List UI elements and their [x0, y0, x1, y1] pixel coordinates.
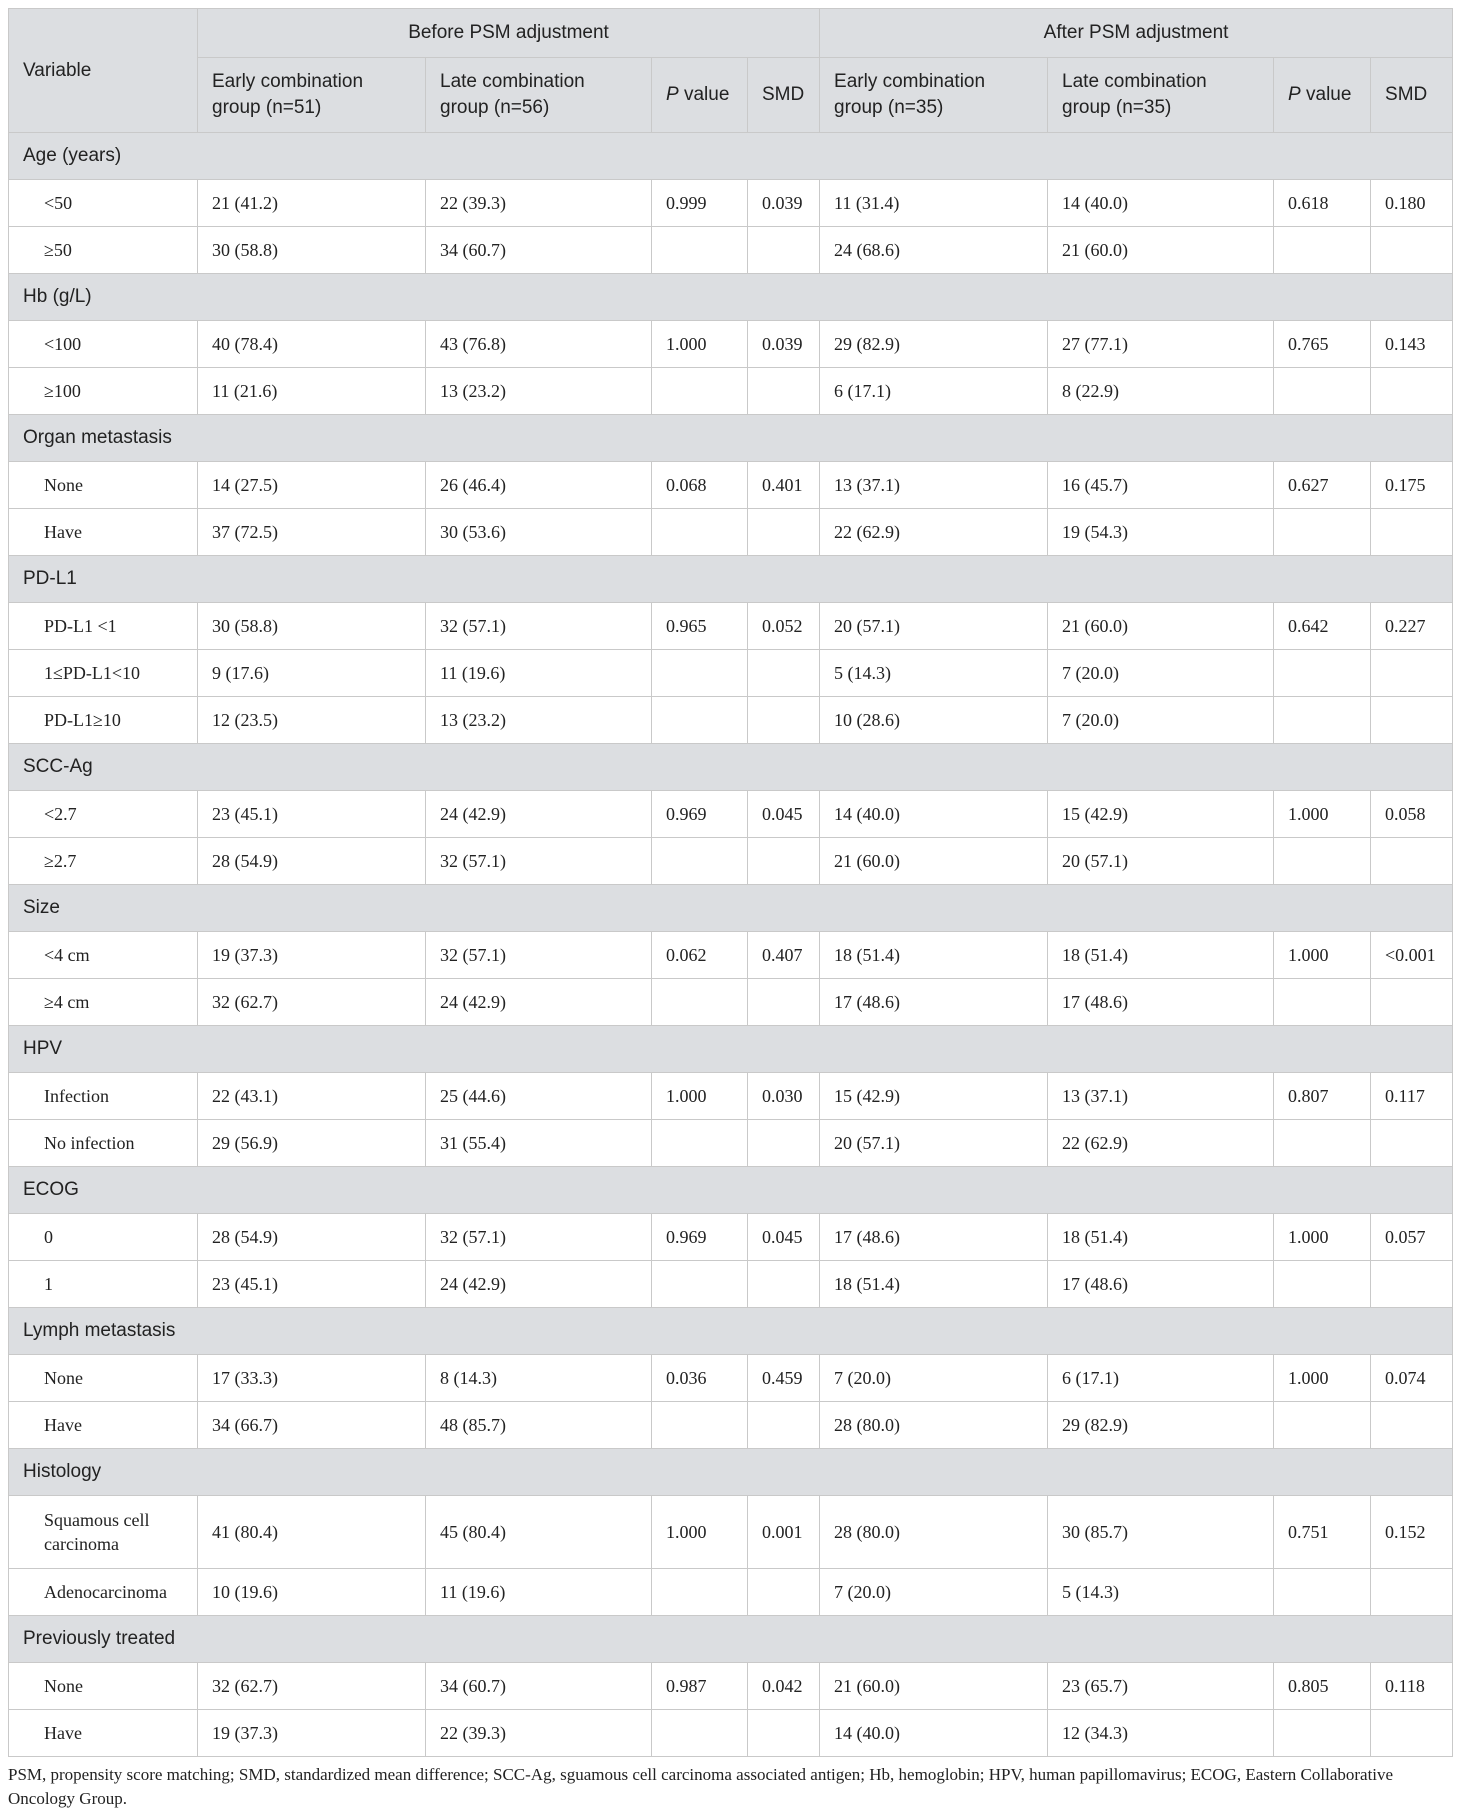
table-cell: 34 (60.7) [426, 227, 652, 274]
table-row [9, 697, 1453, 744]
table-cell [1371, 1120, 1453, 1167]
table-row [9, 1569, 1453, 1616]
smd-before-header: SMD [748, 58, 820, 133]
table-cell: 0.227 [1371, 603, 1453, 650]
table-cell [652, 1261, 748, 1308]
table-cell: 20 (57.1) [1048, 838, 1274, 885]
table-cell: 19 (37.3) [198, 1710, 426, 1757]
table-cell: 0.999 [652, 180, 748, 227]
table-cell: 14 (40.0) [820, 791, 1048, 838]
table-cell [1371, 368, 1453, 415]
table-cell: 18 (51.4) [1048, 932, 1274, 979]
smd-after-header: SMD [1371, 58, 1453, 133]
table-cell [1274, 1120, 1371, 1167]
table-cell: 0.058 [1371, 791, 1453, 838]
row-label: <4 cm [9, 932, 198, 979]
psm-comparison-table [8, 8, 1453, 1757]
section-title: Histology [9, 1449, 1453, 1496]
table-cell: 30 (53.6) [426, 509, 652, 556]
table-cell [748, 838, 820, 885]
table-cell: 12 (23.5) [198, 697, 426, 744]
table-cell: 7 (20.0) [820, 1355, 1048, 1402]
table-cell [652, 650, 748, 697]
table-cell: 45 (80.4) [426, 1496, 652, 1569]
table-row [9, 1261, 1453, 1308]
table-cell: <0.001 [1371, 932, 1453, 979]
table-cell [748, 368, 820, 415]
section-header-row [9, 1616, 1453, 1663]
p-italic: P [1288, 84, 1301, 105]
table-row [9, 791, 1453, 838]
table-cell [748, 697, 820, 744]
row-label: Have [9, 509, 198, 556]
table-row [9, 979, 1453, 1026]
table-cell: 0.001 [748, 1496, 820, 1569]
table-cell: 0.042 [748, 1663, 820, 1710]
table-cell: 12 (34.3) [1048, 1710, 1274, 1757]
table-cell [1371, 509, 1453, 556]
early-after-header: Early combination group (n=35) [820, 58, 1048, 133]
table-cell: 32 (57.1) [426, 932, 652, 979]
table-cell: 21 (60.0) [1048, 603, 1274, 650]
section-title: Lymph metastasis [9, 1308, 1453, 1355]
table-cell [1371, 979, 1453, 1026]
table-cell [1274, 650, 1371, 697]
table-cell: 0.039 [748, 321, 820, 368]
row-label: 1≤PD-L1<10 [9, 650, 198, 697]
table-row [9, 1355, 1453, 1402]
table-cell: 6 (17.1) [1048, 1355, 1274, 1402]
table-cell [1274, 697, 1371, 744]
table-cell: 13 (23.2) [426, 697, 652, 744]
table-cell: 32 (57.1) [426, 838, 652, 885]
table-row [9, 368, 1453, 415]
section-header-row [9, 556, 1453, 603]
before-psm-header: Before PSM adjustment [198, 9, 820, 58]
table-cell: 10 (19.6) [198, 1569, 426, 1616]
table-cell: 0.642 [1274, 603, 1371, 650]
late-before-header: Late combination group (n=56) [426, 58, 652, 133]
table-cell: 13 (37.1) [1048, 1073, 1274, 1120]
table-cell: 41 (80.4) [198, 1496, 426, 1569]
table-cell: 23 (45.1) [198, 791, 426, 838]
table-cell: 18 (51.4) [820, 1261, 1048, 1308]
p-rest: value [1300, 84, 1352, 105]
table-row [9, 1496, 1453, 1569]
table-cell [1371, 1261, 1453, 1308]
section-title: Previously treated [9, 1616, 1453, 1663]
table-cell: 7 (20.0) [1048, 697, 1274, 744]
row-label: None [9, 1355, 198, 1402]
variable-header: Variable [9, 9, 198, 133]
table-cell [748, 509, 820, 556]
table-cell: 32 (57.1) [426, 603, 652, 650]
table-cell: 24 (42.9) [426, 791, 652, 838]
table-cell [652, 1710, 748, 1757]
table-row [9, 462, 1453, 509]
table-cell: 13 (23.2) [426, 368, 652, 415]
table-cell: 5 (14.3) [1048, 1569, 1274, 1616]
row-label: 0 [9, 1214, 198, 1261]
table-cell [1274, 1569, 1371, 1616]
table-cell [652, 979, 748, 1026]
table-cell: 11 (19.6) [426, 1569, 652, 1616]
row-label: 1 [9, 1261, 198, 1308]
early-before-header: Early combination group (n=51) [198, 58, 426, 133]
table-cell [1371, 650, 1453, 697]
p-value-before-header [652, 58, 748, 133]
table-cell: 31 (55.4) [426, 1120, 652, 1167]
table-row [9, 1214, 1453, 1261]
table-cell: 5 (14.3) [820, 650, 1048, 697]
table-cell: 0.074 [1371, 1355, 1453, 1402]
section-title: ECOG [9, 1167, 1453, 1214]
row-label: Squamous cell carcinoma [9, 1496, 198, 1569]
section-title: PD-L1 [9, 556, 1453, 603]
table-cell [1274, 838, 1371, 885]
table-row [9, 603, 1453, 650]
table-cell [748, 1710, 820, 1757]
table-cell [1274, 368, 1371, 415]
table-cell: 23 (45.1) [198, 1261, 426, 1308]
table-cell: 14 (40.0) [1048, 180, 1274, 227]
table-cell: 7 (20.0) [1048, 650, 1274, 697]
table-cell: 34 (60.7) [426, 1663, 652, 1710]
table-cell: 0.062 [652, 932, 748, 979]
table-cell: 0.969 [652, 1214, 748, 1261]
section-title: Size [9, 885, 1453, 932]
table-cell [1371, 1402, 1453, 1449]
table-cell: 32 (62.7) [198, 979, 426, 1026]
table-cell: 40 (78.4) [198, 321, 426, 368]
table-cell: 17 (33.3) [198, 1355, 426, 1402]
table-cell [748, 650, 820, 697]
table-cell: 0.045 [748, 1214, 820, 1261]
table-cell: 0.807 [1274, 1073, 1371, 1120]
table-cell: 0.152 [1371, 1496, 1453, 1569]
table-cell: 18 (51.4) [820, 932, 1048, 979]
table-row [9, 1120, 1453, 1167]
row-label: PD-L1 <1 [9, 603, 198, 650]
section-title: SCC-Ag [9, 744, 1453, 791]
table-cell [652, 1569, 748, 1616]
table-cell: 20 (57.1) [820, 1120, 1048, 1167]
table-cell: 8 (14.3) [426, 1355, 652, 1402]
row-label: Have [9, 1402, 198, 1449]
table-cell: 11 (19.6) [426, 650, 652, 697]
table-cell: 23 (65.7) [1048, 1663, 1274, 1710]
p-value-after-header [1274, 58, 1371, 133]
table-cell: 19 (54.3) [1048, 509, 1274, 556]
table-cell: 32 (57.1) [426, 1214, 652, 1261]
table-cell: 21 (41.2) [198, 180, 426, 227]
table-row [9, 838, 1453, 885]
table-row [9, 227, 1453, 274]
table-cell: 14 (27.5) [198, 462, 426, 509]
table-cell [1274, 979, 1371, 1026]
table-cell: 21 (60.0) [820, 1663, 1048, 1710]
section-header-row [9, 415, 1453, 462]
table-cell: 0.459 [748, 1355, 820, 1402]
table-cell: 0.407 [748, 932, 820, 979]
row-label: None [9, 1663, 198, 1710]
table-cell [652, 1402, 748, 1449]
table-cell [652, 838, 748, 885]
table-cell: 26 (46.4) [426, 462, 652, 509]
table-cell [1274, 509, 1371, 556]
table-cell: 30 (85.7) [1048, 1496, 1274, 1569]
p-rest: value [678, 84, 730, 105]
table-cell: 17 (48.6) [820, 979, 1048, 1026]
table-cell: 21 (60.0) [1048, 227, 1274, 274]
table-cell [1274, 1402, 1371, 1449]
table-cell: 9 (17.6) [198, 650, 426, 697]
table-cell [1371, 1569, 1453, 1616]
table-row [9, 1073, 1453, 1120]
table-cell: 28 (54.9) [198, 838, 426, 885]
p-italic: P [666, 84, 679, 105]
table-cell: 48 (85.7) [426, 1402, 652, 1449]
table-cell: 37 (72.5) [198, 509, 426, 556]
table-cell [748, 1569, 820, 1616]
table-cell: 0.969 [652, 791, 748, 838]
after-psm-header: After PSM adjustment [820, 9, 1453, 58]
row-label: ≥2.7 [9, 838, 198, 885]
table-body [9, 133, 1453, 1757]
table-cell: 17 (48.6) [820, 1214, 1048, 1261]
table-cell [1274, 1261, 1371, 1308]
table-cell: 22 (39.3) [426, 180, 652, 227]
row-label: PD-L1≥10 [9, 697, 198, 744]
table-cell: 0.052 [748, 603, 820, 650]
table-row [9, 932, 1453, 979]
table-cell: 25 (44.6) [426, 1073, 652, 1120]
section-title: Organ metastasis [9, 415, 1453, 462]
table-cell [1371, 227, 1453, 274]
table-cell: 32 (62.7) [198, 1663, 426, 1710]
table-cell: 28 (80.0) [820, 1402, 1048, 1449]
table-cell [652, 697, 748, 744]
table-cell: 8 (22.9) [1048, 368, 1274, 415]
table-cell: 22 (62.9) [1048, 1120, 1274, 1167]
table-cell: 19 (37.3) [198, 932, 426, 979]
table-cell [748, 227, 820, 274]
table-row [9, 650, 1453, 697]
table-cell: 0.143 [1371, 321, 1453, 368]
row-label: Have [9, 1710, 198, 1757]
section-header-row [9, 885, 1453, 932]
row-label: <2.7 [9, 791, 198, 838]
table-cell: 11 (31.4) [820, 180, 1048, 227]
section-title: Age (years) [9, 133, 1453, 180]
table-row [9, 321, 1453, 368]
table-cell: 21 (60.0) [820, 838, 1048, 885]
table-cell: 28 (54.9) [198, 1214, 426, 1261]
section-header-row [9, 1167, 1453, 1214]
table-row [9, 509, 1453, 556]
table-cell: 0.030 [748, 1073, 820, 1120]
table-cell: 30 (58.8) [198, 603, 426, 650]
table-cell: 29 (82.9) [1048, 1402, 1274, 1449]
section-header-row [9, 274, 1453, 321]
table-cell: 29 (82.9) [820, 321, 1048, 368]
table-cell: 0.765 [1274, 321, 1371, 368]
row-label: ≥50 [9, 227, 198, 274]
table-cell: 0.627 [1274, 462, 1371, 509]
table-cell: 1.000 [1274, 1214, 1371, 1261]
table-cell: 0.618 [1274, 180, 1371, 227]
row-label: ≥4 cm [9, 979, 198, 1026]
table-cell: 24 (42.9) [426, 979, 652, 1026]
row-label: None [9, 462, 198, 509]
row-label: ≥100 [9, 368, 198, 415]
table-cell: 15 (42.9) [1048, 791, 1274, 838]
table-cell: 1.000 [1274, 932, 1371, 979]
table-cell: 0.039 [748, 180, 820, 227]
table-cell: 1.000 [652, 1496, 748, 1569]
section-header-row [9, 1026, 1453, 1073]
table-cell: 7 (20.0) [820, 1569, 1048, 1616]
row-label: <100 [9, 321, 198, 368]
table-cell: 0.987 [652, 1663, 748, 1710]
table-cell: 0.057 [1371, 1214, 1453, 1261]
table-cell: 0.045 [748, 791, 820, 838]
table-cell: 22 (62.9) [820, 509, 1048, 556]
section-header-row [9, 1449, 1453, 1496]
table-cell: 17 (48.6) [1048, 979, 1274, 1026]
table-cell: 16 (45.7) [1048, 462, 1274, 509]
table-row [9, 1402, 1453, 1449]
table-cell [1274, 1710, 1371, 1757]
row-label: No infection [9, 1120, 198, 1167]
table-row [9, 1663, 1453, 1710]
table-cell: 15 (42.9) [820, 1073, 1048, 1120]
table-cell: 22 (39.3) [426, 1710, 652, 1757]
table-cell: 1.000 [652, 321, 748, 368]
table-cell [652, 227, 748, 274]
table-cell: 11 (21.6) [198, 368, 426, 415]
section-title: Hb (g/L) [9, 274, 1453, 321]
late-after-header: Late combination group (n=35) [1048, 58, 1274, 133]
table-cell: 0.117 [1371, 1073, 1453, 1120]
table-cell: 18 (51.4) [1048, 1214, 1274, 1261]
table-cell [1371, 838, 1453, 885]
table-cell [652, 509, 748, 556]
table-cell: 30 (58.8) [198, 227, 426, 274]
table-cell: 29 (56.9) [198, 1120, 426, 1167]
table-cell: 6 (17.1) [820, 368, 1048, 415]
table-cell: 1.000 [1274, 1355, 1371, 1402]
section-header-row [9, 1308, 1453, 1355]
row-label: Adenocarcinoma [9, 1569, 198, 1616]
table-cell [1274, 227, 1371, 274]
table-row [9, 180, 1453, 227]
section-title: HPV [9, 1026, 1453, 1073]
table-cell: 27 (77.1) [1048, 321, 1274, 368]
section-header-row [9, 744, 1453, 791]
table-footnote: PSM, propensity score matching; SMD, standardized mean difference; SCC-Ag, sguamous cell carcinoma associated antigen; Hb, hemoglobin; HPV, human papillomavirus; ECOG, Eastern Collaborative Oncology Group. [8, 1765, 1394, 1808]
table-cell [652, 1120, 748, 1167]
table-cell: 0.118 [1371, 1663, 1453, 1710]
table-cell: 14 (40.0) [820, 1710, 1048, 1757]
table-cell: 34 (66.7) [198, 1402, 426, 1449]
table-cell: 10 (28.6) [820, 697, 1048, 744]
table-cell: 24 (42.9) [426, 1261, 652, 1308]
table-cell: 0.180 [1371, 180, 1453, 227]
table-cell: 0.805 [1274, 1663, 1371, 1710]
table-cell: 17 (48.6) [1048, 1261, 1274, 1308]
table-cell: 1.000 [1274, 791, 1371, 838]
table-cell: 13 (37.1) [820, 462, 1048, 509]
table-cell [1371, 1710, 1453, 1757]
table-cell: 0.965 [652, 603, 748, 650]
table-cell [748, 979, 820, 1026]
table-cell: 0.175 [1371, 462, 1453, 509]
row-label: Infection [9, 1073, 198, 1120]
table-cell: 43 (76.8) [426, 321, 652, 368]
table-cell: 0.068 [652, 462, 748, 509]
row-label: <50 [9, 180, 198, 227]
table-cell: 0.401 [748, 462, 820, 509]
table-cell: 1.000 [652, 1073, 748, 1120]
table-cell [748, 1402, 820, 1449]
table-cell [748, 1120, 820, 1167]
table-cell: 24 (68.6) [820, 227, 1048, 274]
table-cell: 20 (57.1) [820, 603, 1048, 650]
table-cell: 28 (80.0) [820, 1496, 1048, 1569]
table-row [9, 1710, 1453, 1757]
section-header-row [9, 133, 1453, 180]
table-cell [1371, 697, 1453, 744]
table-container [8, 8, 1452, 1811]
table-header [9, 9, 1453, 133]
table-cell: 22 (43.1) [198, 1073, 426, 1120]
table-cell: 0.751 [1274, 1496, 1371, 1569]
table-cell: 0.036 [652, 1355, 748, 1402]
table-cell [748, 1261, 820, 1308]
table-cell [652, 368, 748, 415]
